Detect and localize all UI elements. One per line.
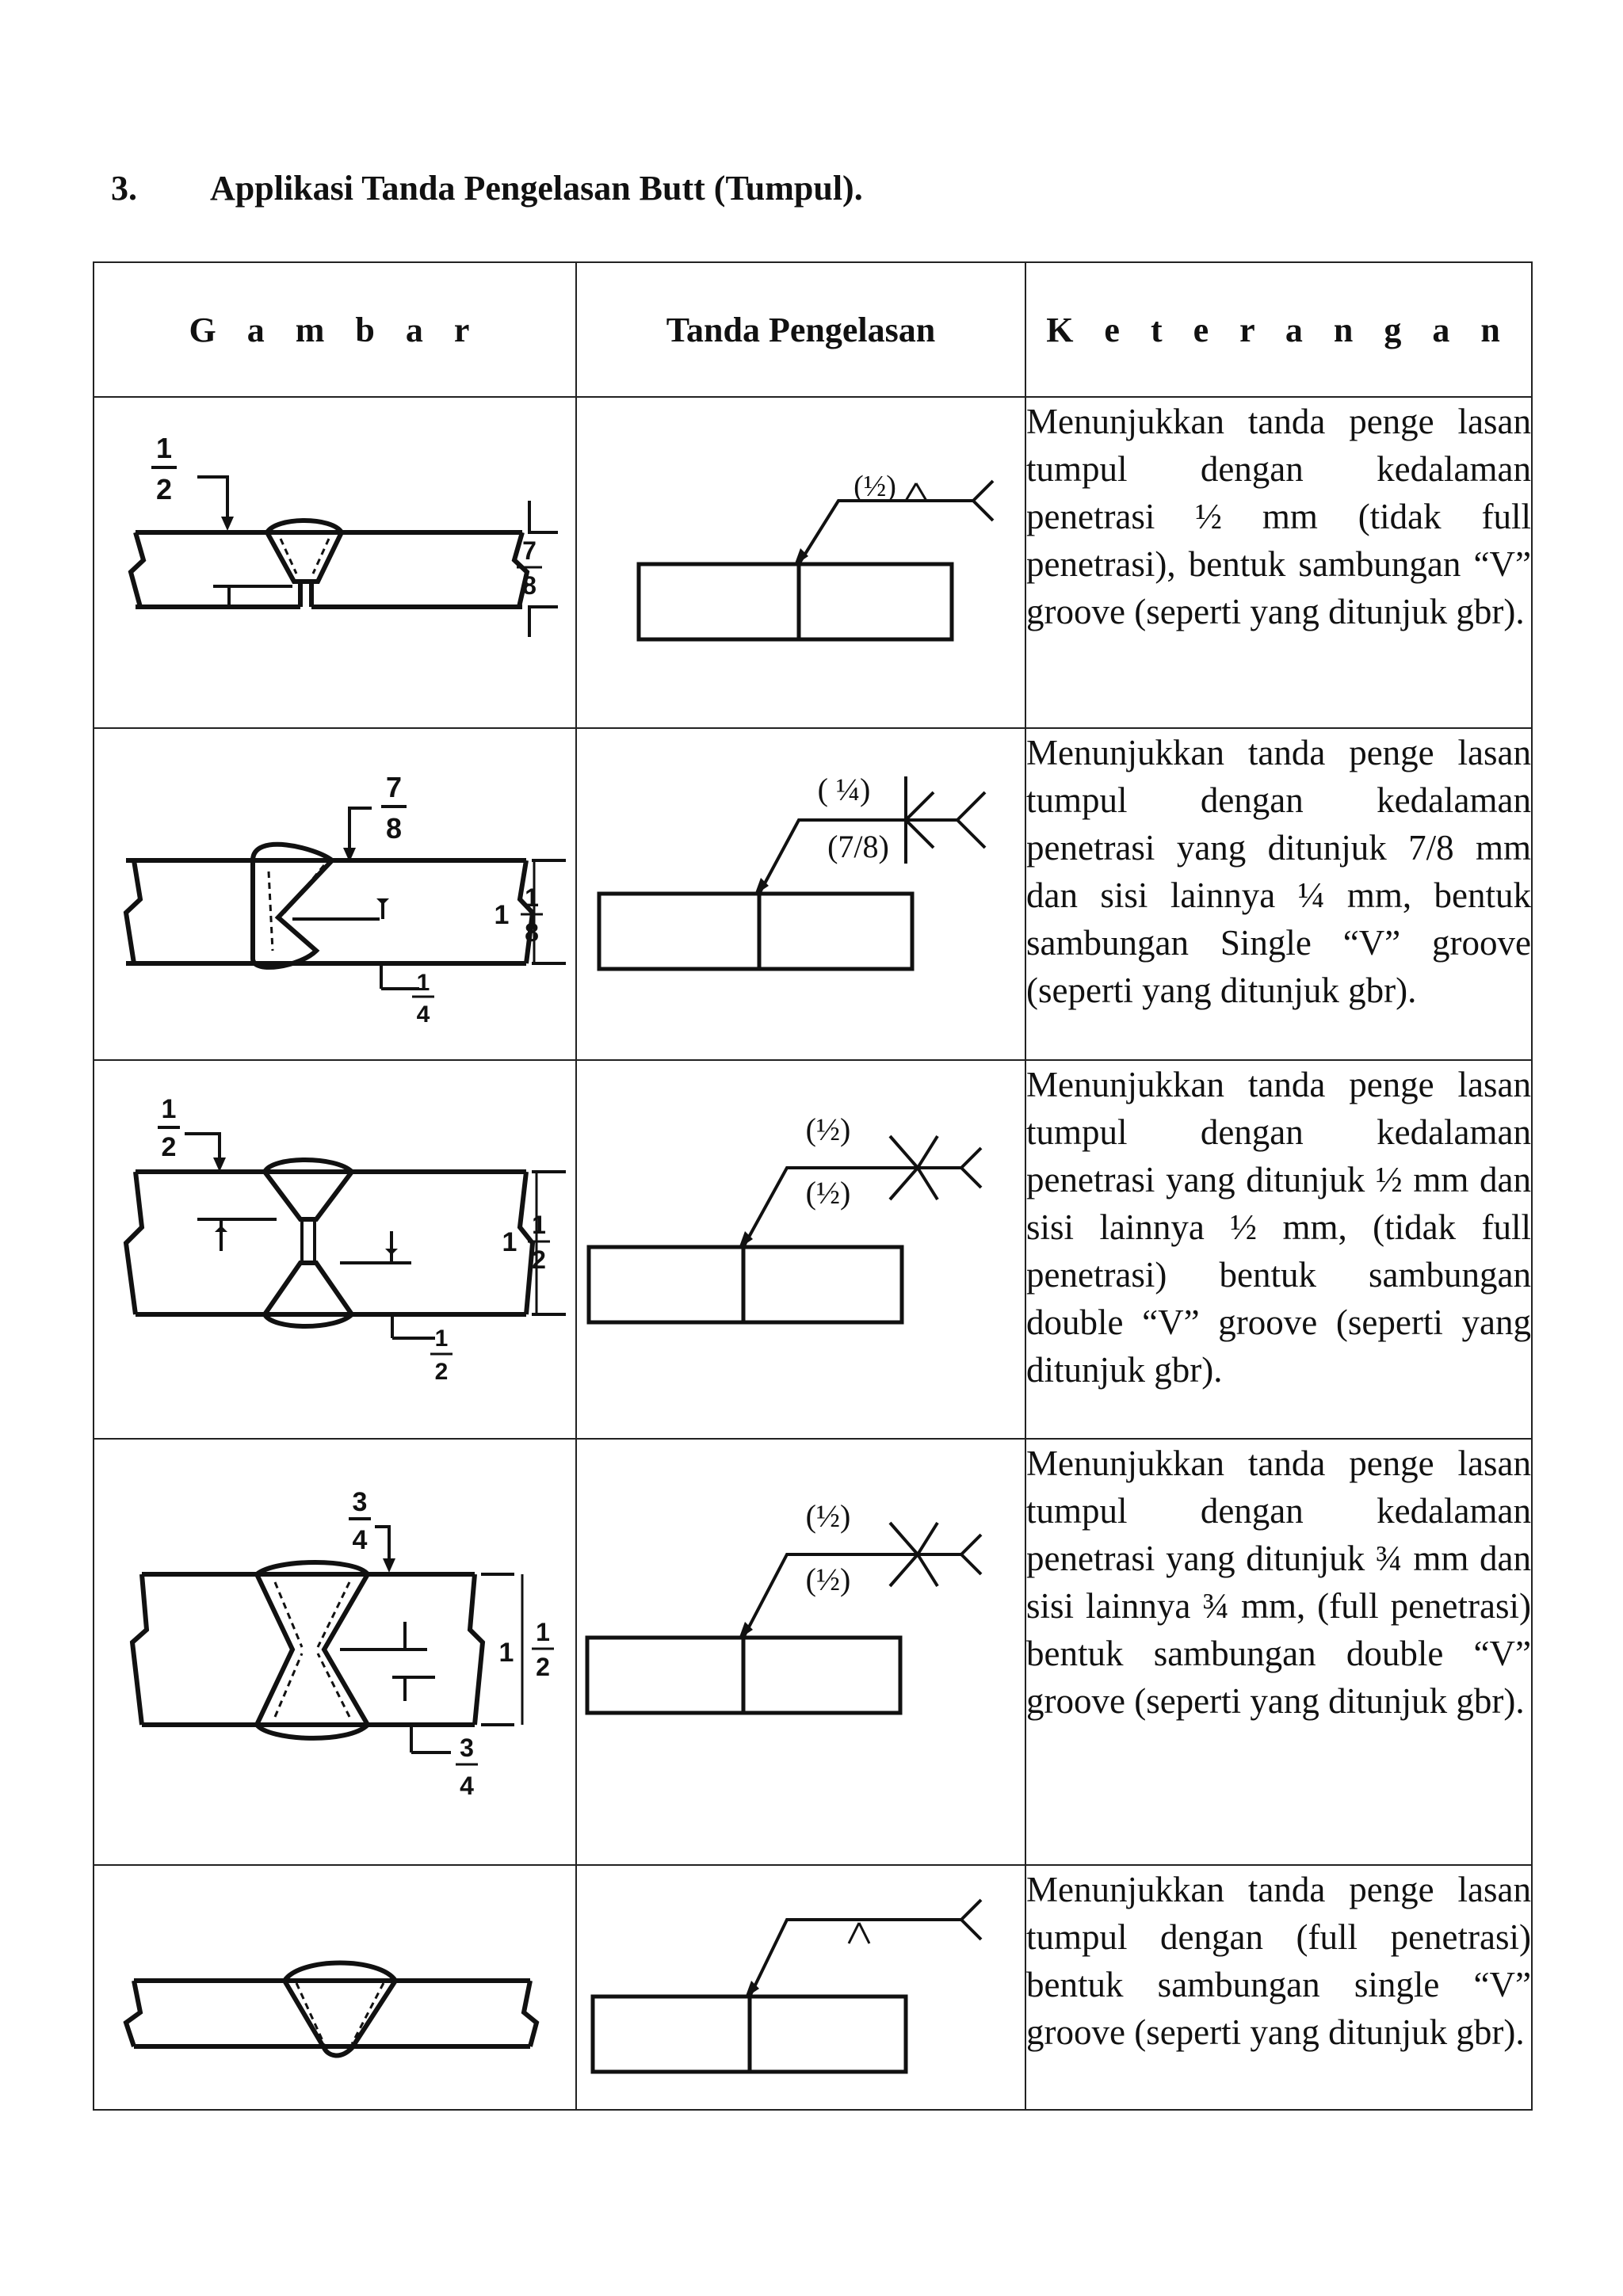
svg-text:1: 1 (494, 900, 510, 930)
svg-text:( ¼): ( ¼) (817, 772, 871, 807)
section-number: 3. (111, 169, 137, 208)
svg-text:(½): (½) (805, 1562, 851, 1597)
dim-top-den: 2 (155, 473, 173, 505)
weld-symbol-3 (576, 1060, 1025, 1439)
header-tanda-pengelasan: Tanda Pengelasan (576, 262, 1025, 397)
svg-text:8: 8 (385, 812, 403, 845)
dim-top-num: 1 (155, 432, 173, 464)
svg-text:1: 1 (532, 1211, 546, 1239)
section-title: Applikasi Tanda Pengelasan Butt (Tumpul). (210, 169, 863, 208)
table-row (94, 728, 1532, 1060)
svg-text:2: 2 (434, 1359, 449, 1385)
svg-text:(½): (½) (805, 1175, 851, 1211)
table-header-row (94, 262, 1532, 397)
weld-symbol-5 (576, 1865, 1025, 2110)
svg-text:1: 1 (502, 1227, 517, 1257)
table-row (94, 1865, 1532, 2110)
weld-symbol-2 (576, 728, 1025, 1060)
weld-figure-4 (94, 1439, 576, 1865)
description-5: Menunjukkan tanda penge lasan tumpul dengan (full penetrasi) bentuk sambungan single “V” groove (seperti yang ditunjuk gbr). (1025, 1865, 1532, 2110)
weld-symbol-1 (576, 397, 1025, 728)
svg-text:(½): (½) (805, 1498, 851, 1534)
table-row (94, 1439, 1532, 1865)
svg-text:3: 3 (460, 1733, 474, 1762)
svg-text:(½): (½) (805, 1112, 851, 1147)
svg-text:4: 4 (416, 1001, 430, 1028)
svg-text:7: 7 (522, 536, 537, 565)
table-row (94, 397, 1532, 728)
table-row (94, 1060, 1532, 1439)
svg-text:2: 2 (532, 1245, 546, 1274)
header-keterangan: K e t e r a n g a n (1025, 262, 1532, 397)
weld-figure-1 (94, 397, 576, 728)
weld-figure-2 (94, 728, 576, 1060)
description-4: Menunjukkan tanda penge lasan tumpul dengan kedalaman penetrasi yang ditunjuk ¾ mm dan sisi lainnya ¾ mm, (full penetrasi) bentuk sambungan double “V” groove (seperti yang ditunjuk gbr). (1025, 1439, 1532, 1865)
svg-text:7: 7 (385, 771, 403, 803)
svg-text:(½): (½) (854, 470, 896, 503)
weld-symbol-table (93, 261, 1533, 2111)
svg-text:4: 4 (460, 1772, 474, 1800)
description-2: Menunjukkan tanda penge lasan tumpul dengan kedalaman penetrasi yang ditunjuk 7/8 mm dan sisi lainnya ¼ mm, bentuk sambungan Single “V” groove (seperti yang ditunjuk gbr). (1025, 728, 1532, 1060)
svg-text:2: 2 (161, 1132, 177, 1162)
description-1: Menunjukkan tanda penge lasan tumpul dengan kedalaman penetrasi ½ mm (tidak full penetrasi), bentuk sambungan “V” groove (seperti yang ditunjuk gbr). (1025, 397, 1532, 728)
svg-text:1: 1 (161, 1094, 177, 1124)
svg-text:1: 1 (434, 1325, 449, 1352)
svg-text:1: 1 (416, 970, 430, 996)
section-heading (111, 168, 863, 208)
svg-text:2: 2 (536, 1653, 550, 1681)
svg-text:3: 3 (352, 1487, 368, 1517)
svg-text:8: 8 (525, 918, 539, 947)
svg-text:1: 1 (536, 1618, 550, 1646)
weld-symbol-4 (576, 1439, 1025, 1865)
svg-text:1: 1 (525, 883, 539, 912)
weld-figure-5 (94, 1865, 576, 2110)
description-3: Menunjukkan tanda penge lasan tumpul dengan kedalaman penetrasi yang ditunjuk ½ mm dan sisi lainnya ½ mm, (tidak full penetrasi) bentuk sambungan double “V” groove (seperti yang ditunjuk gbr). (1025, 1060, 1532, 1439)
weld-figure-3 (94, 1060, 576, 1439)
svg-text:1: 1 (498, 1638, 514, 1668)
svg-text:4: 4 (352, 1525, 368, 1555)
svg-text:(7/8): (7/8) (827, 829, 889, 864)
header-gambar: G a m b a r (94, 262, 576, 397)
svg-text:8: 8 (522, 571, 537, 600)
